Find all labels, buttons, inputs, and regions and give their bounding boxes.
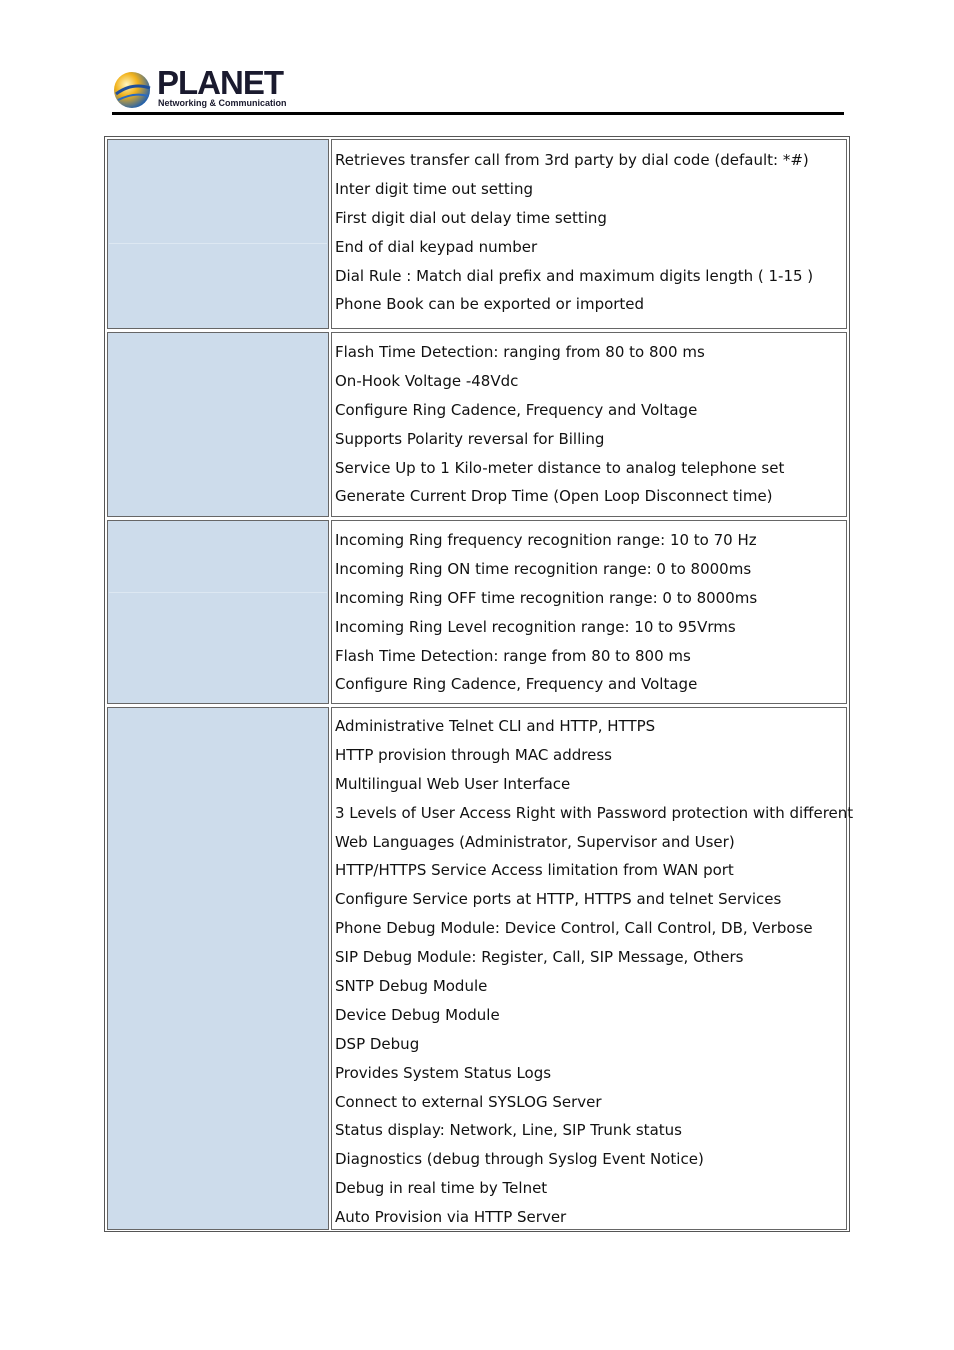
spec-list [335, 338, 784, 511]
spec-row [107, 139, 847, 329]
label-divider [109, 243, 327, 244]
planet-logo [112, 64, 287, 110]
list-item: Configure Service ports at HTTP, HTTPS and telnet Services [335, 890, 782, 909]
spec-row [107, 520, 847, 704]
list-item: On-Hook Voltage -48Vdc [335, 371, 519, 390]
spec-table [104, 136, 854, 1232]
spec-value-cell [331, 332, 847, 517]
list-item: Inter digit time out setting [335, 179, 533, 198]
spec-label-cell [107, 332, 329, 517]
list-item: Multilingual Web User Interface [335, 774, 571, 793]
list-item: Flash Time Detection: range from 80 to 800 ms [335, 646, 691, 665]
list-item: HTTP/HTTPS Service Access limitation from WAN port [335, 861, 734, 880]
list-item: SNTP Debug Module [335, 977, 488, 996]
spec-row [107, 332, 847, 517]
page-header [112, 66, 842, 114]
list-item: Dial Rule : Match dial prefix and maximum digits length ( 1-15 ) [335, 266, 814, 285]
list-item: End of dial keypad number [335, 237, 538, 256]
list-item: Supports Polarity reversal for Billing [335, 429, 605, 448]
list-item: Configure Ring Cadence, Frequency and Voltage [335, 675, 698, 694]
globe-icon [112, 68, 156, 112]
list-item: Web Languages (Administrator, Supervisor and User) [335, 832, 735, 851]
list-item: SIP Debug Module: Register, Call, SIP Message, Others [335, 948, 744, 967]
list-item: Administrative Telnet CLI and HTTP, HTTPS [335, 717, 656, 735]
spec-list [335, 526, 757, 699]
list-item: Phone Debug Module: Device Control, Call Control, DB, Verbose [335, 919, 813, 938]
spec-list [335, 146, 813, 319]
list-item: Configure Ring Cadence, Frequency and Voltage [335, 400, 698, 419]
list-item: Provides System Status Logs [335, 1063, 552, 1082]
spec-value-cell [331, 139, 847, 329]
list-item: Auto Provision via HTTP Server [335, 1208, 567, 1227]
spec-row [107, 707, 854, 1230]
list-item: Diagnostics (debug through Syslog Event Notice) [335, 1150, 704, 1169]
list-item: Generate Current Drop Time (Open Loop Disconnect time) [335, 487, 773, 506]
header-divider [112, 112, 844, 115]
spec-value-cell [331, 520, 847, 704]
list-item: Flash Time Detection: ranging from 80 to 800 ms [335, 343, 705, 361]
list-item: DSP Debug [335, 1034, 420, 1053]
spec-list [335, 712, 853, 1232]
logo-wordmark: PLANET [157, 64, 283, 101]
list-item: Phone Book can be exported or imported [335, 295, 645, 314]
list-item: Device Debug Module [335, 1005, 500, 1024]
list-item: Status display: Network, Line, SIP Trunk status [335, 1121, 682, 1140]
list-item: Connect to external SYSLOG Server [335, 1092, 602, 1111]
list-item: Retrieves transfer call from 3rd party by dial code (default: *#) [335, 151, 809, 169]
spec-label-cell [107, 139, 329, 329]
label-divider [109, 592, 327, 593]
spec-value-cell [331, 707, 854, 1230]
list-item: Service Up to 1 Kilo-meter distance to analog telephone set [335, 458, 785, 477]
list-item: Incoming Ring OFF time recognition range: 0 to 8000ms [335, 588, 758, 607]
logo-tagline: Networking & Communication [158, 98, 287, 108]
list-item: Incoming Ring Level recognition range: 10 to 95Vrms [335, 617, 736, 636]
list-item: Incoming Ring ON time recognition range: 0 to 8000ms [335, 559, 752, 578]
spec-label-cell [107, 520, 329, 704]
list-item: HTTP provision through MAC address [335, 745, 612, 764]
spec-label-cell [107, 707, 329, 1230]
list-item: Incoming Ring frequency recognition range: 10 to 70 Hz [335, 531, 757, 549]
list-item: First digit dial out delay time setting [335, 208, 607, 227]
list-item: 3 Levels of User Access Right with Password protection with different [335, 803, 854, 822]
list-item: Debug in real time by Telnet [335, 1179, 548, 1198]
